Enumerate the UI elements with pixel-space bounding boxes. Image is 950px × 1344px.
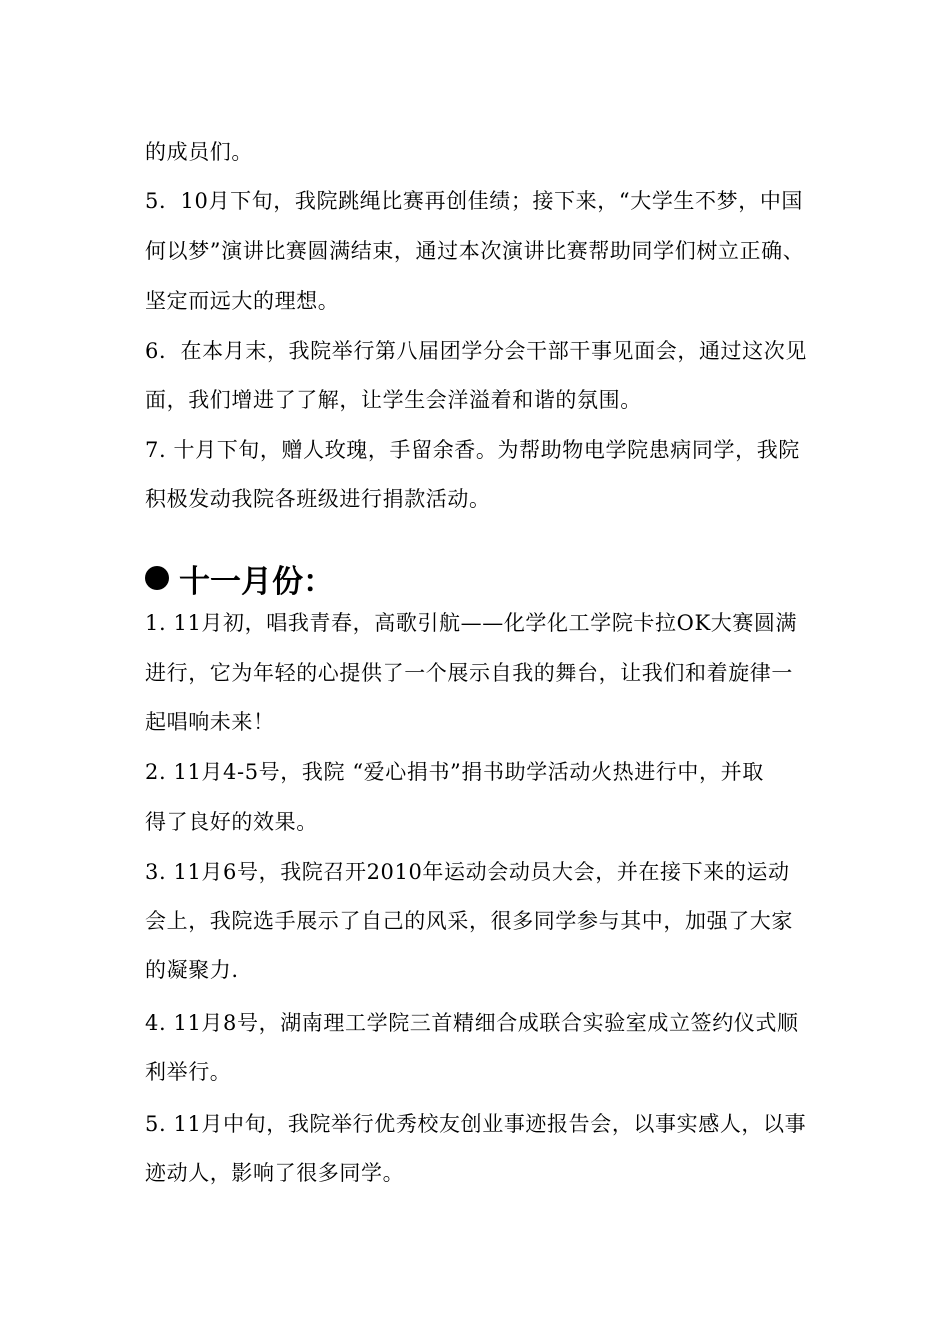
paragraph-line: 5．10月下旬，我院跳绳比赛再创佳绩；接下来，“大学生不梦，中国 [145,189,804,213]
paragraph-line: 得了良好的效果。 [145,810,318,834]
paragraph-line: 起唱响未来！ [145,710,275,734]
paragraph-line: 6．在本月末，我院举行第八届团学分会干部干事见面会，通过这次见 [145,339,807,363]
paragraph-line: 5. 11月中旬，我院举行优秀校友创业事迹报告会，以事实感人，以事 [145,1112,807,1136]
section-heading-text: 十一月份： [179,563,334,600]
paragraph-line: 3. 11月6号，我院召开2010年运动会动员大会，并在接下来的运动 [145,860,790,884]
paragraph-line: 的成员们。 [145,140,253,164]
section-heading-november [145,555,334,601]
paragraph-line: 积极发动我院各班级进行捐款活动。 [145,487,491,511]
paragraph-line: 迹动人，影响了很多同学。 [145,1161,405,1185]
paragraph-line: 4. 11月8号，湖南理工学院三首精细合成联合实验室成立签约仪式顺 [145,1011,799,1035]
paragraph-line: 的凝聚力. [145,958,239,982]
paragraph-line: 何以梦”演讲比赛圆满结束，通过本次演讲比赛帮助同学们树立正确、 [145,239,805,263]
paragraph-line: 进行，它为年轻的心提供了一个展示自我的舞台，让我们和着旋律一 [145,661,793,685]
paragraph-line: 7. 十月下旬，赠人玫瑰，手留余香。为帮助物电学院患病同学，我院 [145,438,800,462]
paragraph-line: 会上，我院选手展示了自己的风采，很多同学参与其中，加强了大家 [145,909,793,933]
paragraph-line: 1. 11月初，唱我青春，高歌引航——化学化工学院卡拉OK大赛圆满 [145,611,798,635]
paragraph-line: 坚定而远大的理想。 [145,289,340,313]
paragraph-line: 利举行。 [145,1060,232,1084]
bullet-icon [145,566,169,590]
paragraph-line: 2. 11月4-5号，我院 “爱心捐书”捐书助学活动火热进行中，并取 [145,760,764,784]
paragraph-line: 面，我们增进了了解，让学生会洋溢着和谐的氛围。 [145,388,642,412]
